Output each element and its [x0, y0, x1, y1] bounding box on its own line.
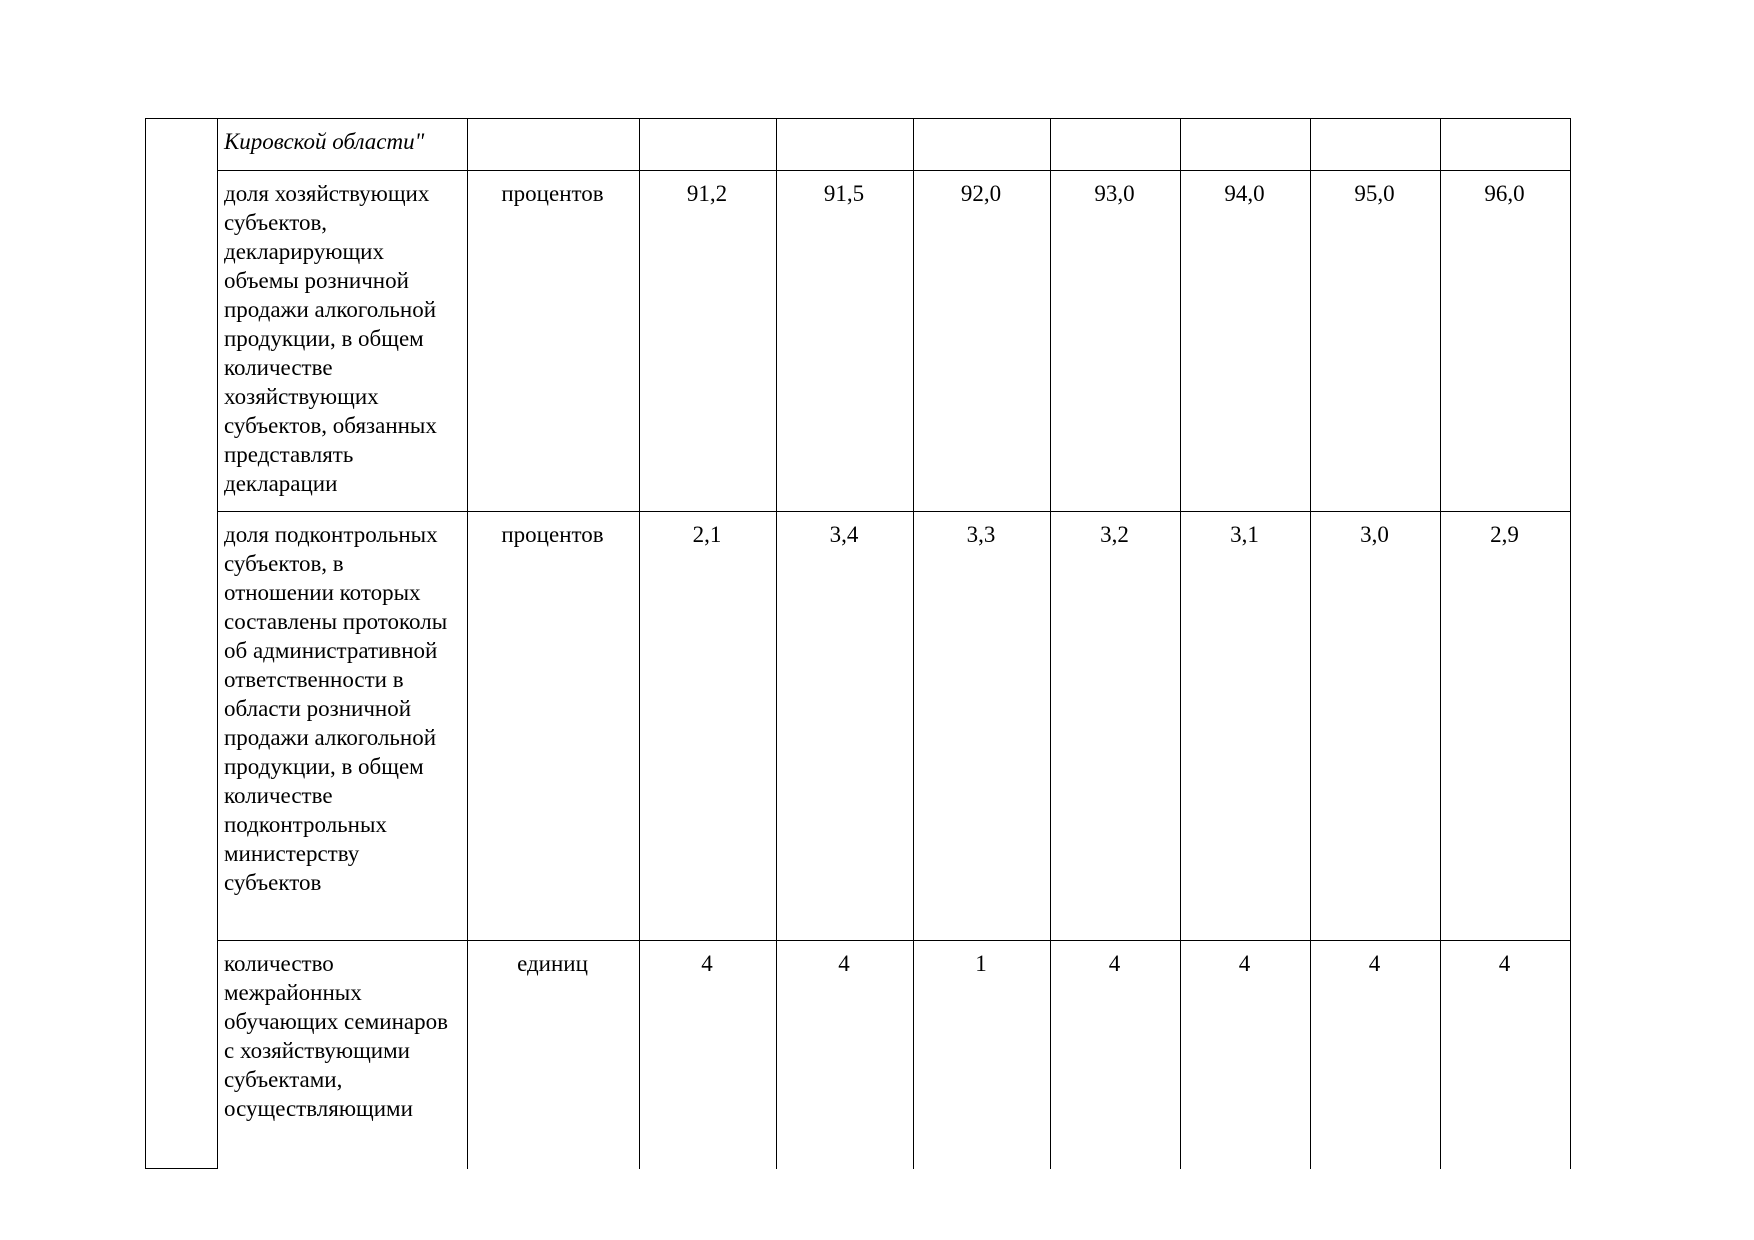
value-cell	[1311, 512, 1441, 941]
value: 95,0	[1354, 181, 1395, 206]
value: 3,3	[966, 522, 996, 547]
value: 2,1	[692, 522, 722, 547]
value: 93,0	[1094, 181, 1135, 206]
value-cell	[1311, 171, 1441, 512]
value-cell	[1181, 941, 1311, 1169]
unit-cell	[468, 119, 640, 171]
value: 4	[1238, 951, 1251, 976]
value-cell	[1051, 171, 1181, 512]
value: 1	[975, 951, 987, 976]
value-cell	[777, 512, 914, 941]
unit-cell	[468, 171, 640, 512]
unit-label: процентов	[501, 522, 604, 547]
row-number-cell	[146, 119, 218, 1169]
value-cell	[777, 171, 914, 512]
unit-cell	[468, 941, 640, 1169]
value: 2,9	[1490, 522, 1519, 547]
value: 4	[838, 951, 850, 976]
value: 4	[701, 951, 713, 976]
indicator-name-cell	[218, 171, 468, 512]
value-cell	[640, 941, 777, 1169]
value-cell	[914, 119, 1051, 171]
value-cell	[777, 119, 914, 171]
value-cell	[640, 512, 777, 941]
value: 3,1	[1230, 522, 1259, 547]
value: 3,0	[1360, 522, 1389, 547]
value: 3,2	[1100, 522, 1129, 547]
value-cell	[640, 119, 777, 171]
value: 4	[1108, 951, 1121, 976]
table-row	[146, 119, 1571, 171]
value-cell	[1441, 512, 1571, 941]
value: 91,5	[823, 181, 865, 206]
value: 3,4	[829, 522, 859, 547]
unit-label: единиц	[517, 951, 588, 976]
table-row	[146, 941, 1571, 1169]
indicator-name-cell	[218, 941, 468, 1169]
value-cell	[914, 941, 1051, 1169]
indicator-name: доля подконтрольных субъектов, в отношении которых составлены протоколы об административной ответственности в области розничной продажи алкогольной продукции, в общем количестве подконтрольных министерству субъектов	[224, 522, 448, 895]
indicator-name: Кировской области"	[224, 129, 425, 154]
value-cell	[1441, 119, 1571, 171]
value-cell	[914, 171, 1051, 512]
indicator-name: доля хозяйствующих субъектов, декларирующих объемы розничной продажи алкогольной продукции, в общем количестве хозяйствующих субъектов, обязанных представлять декларации	[224, 181, 437, 496]
table-row	[146, 512, 1571, 941]
value: 4	[1498, 951, 1511, 976]
value-cell	[1441, 941, 1571, 1169]
unit-label: процентов	[501, 181, 604, 206]
value-cell	[1051, 512, 1181, 941]
value-cell	[1441, 171, 1571, 512]
value-cell	[914, 512, 1051, 941]
value: 92,0	[960, 181, 1002, 206]
value: 91,2	[686, 181, 728, 206]
value-cell	[1311, 941, 1441, 1169]
indicator-name-cell	[218, 512, 468, 941]
table-row	[146, 171, 1571, 512]
value-cell	[1051, 119, 1181, 171]
value-cell	[777, 941, 914, 1169]
value: 94,0	[1224, 181, 1265, 206]
indicators-table	[145, 118, 1571, 1169]
value-cell	[1051, 941, 1181, 1169]
value: 96,0	[1484, 181, 1525, 206]
value-cell	[1181, 119, 1311, 171]
indicator-name-cell	[218, 119, 468, 171]
value-cell	[1181, 171, 1311, 512]
value: 4	[1368, 951, 1381, 976]
indicator-name: количество межрайонных обучающих семинаров с хозяйствующими субъектами, осуществляющими	[224, 951, 448, 1121]
value-cell	[640, 171, 777, 512]
value-cell	[1311, 119, 1441, 171]
value-cell	[1181, 512, 1311, 941]
unit-cell	[468, 512, 640, 941]
